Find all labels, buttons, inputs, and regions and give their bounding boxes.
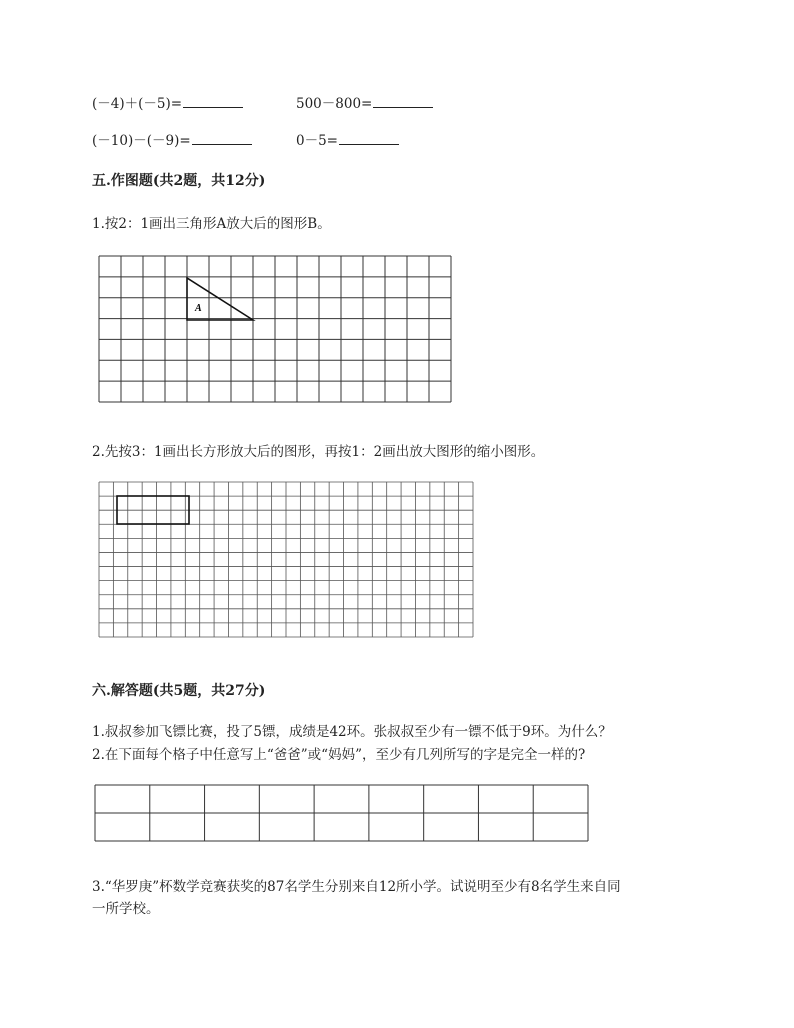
exercise-1 (92, 94, 243, 113)
exercise-2-expr: 500－800= (296, 96, 373, 112)
triangle-label: A (195, 303, 202, 314)
section6-question-1: 1.叔叔参加飞镖比赛，投了5镖，成绩是42环。张叔叔至少有一镖不低于9环。为什么？ (92, 724, 612, 740)
exercise-3-expr: (－10)－(－9)= (92, 133, 191, 149)
exercise-4-expr: 0－5= (296, 133, 338, 149)
section6-title: 六.解答题(共5题，共27分) (92, 683, 266, 699)
exercise-3 (92, 131, 252, 150)
section5-question-2: 2.先按3：1画出长方形放大后的图形，再按1：2画出放大图形的缩小图形。 (92, 444, 545, 460)
grid-rectangle (99, 482, 473, 637)
exercise-4 (296, 131, 399, 150)
section5-question-1: 1.按2：1画出三角形A放大后的图形B。 (92, 216, 331, 232)
answer-blank[interactable] (192, 131, 252, 145)
answer-blank[interactable] (373, 94, 433, 108)
exercise-1-expr: (－4)＋(－5)= (92, 96, 183, 112)
section6-question-2: 2.在下面每个格子中任意写上“爸爸”或“妈妈”，至少有几列所写的字是完全一样的? (92, 747, 586, 763)
section6-question-3-line2: 一所学校。 (92, 901, 160, 917)
answer-blank[interactable] (183, 94, 243, 108)
section6-question-3-line1: 3.“华罗庚”杯数学竞赛获奖的87名学生分别来自12所小学。试说明至少有8名学生来自同 (92, 879, 621, 895)
exercise-2 (296, 94, 433, 113)
section5-title: 五.作图题(共2题，共12分) (92, 173, 266, 189)
grid-triangle (99, 256, 451, 402)
answer-blank[interactable] (339, 131, 399, 145)
writing-grid[interactable] (95, 785, 588, 841)
